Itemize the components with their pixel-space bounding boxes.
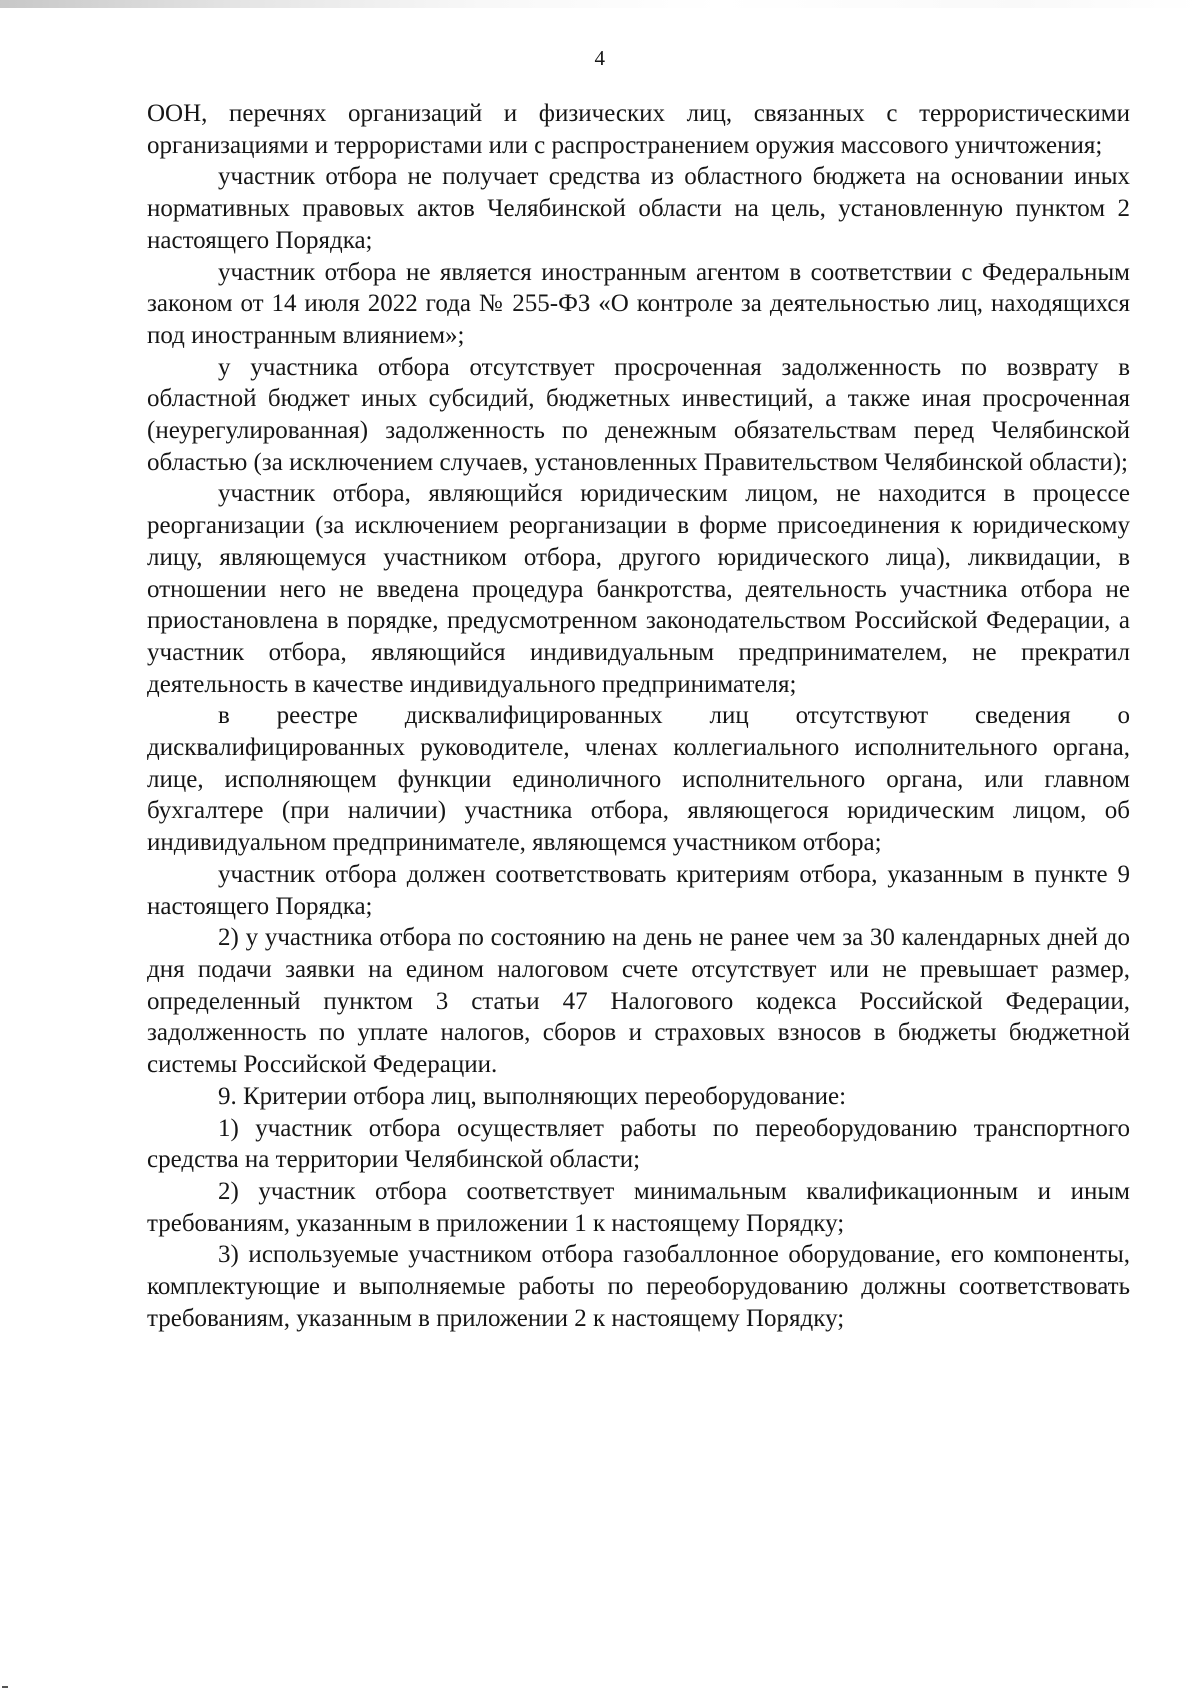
paragraph-disqualified-registry: в реестре дисквалифицированных лиц отсутствуют сведения о дисквалифицированных руководителе, членах коллегиального исполнительного органа, лице, исполняющем функции единоличного исполнительного органа, или главном бухгалтере (при наличии) участника отбора, являющегося юридическим лицом, об индивидуальном предпринимателе, являющемся участником отбора;: [147, 702, 1130, 857]
paragraph-not-foreign-agent: участник отбора не является иностранным агентом в соответствии с Федеральным законом от 14 июля 2022 года № 255-ФЗ «О контроле за деятельностью лиц, находящихся под иностранным влиянием»;: [147, 258, 1130, 349]
page-number: 4: [594, 46, 606, 70]
paragraph-no-other-budget-funds: участник отбора не получает средства из областного бюджета на основании иных нормативных правовых актов Челябинской области на цель, установленную пунктом 2 настоящего Порядка;: [147, 163, 1130, 254]
paragraph-section-9-heading: 9. Критерии отбора лиц, выполняющих переоборудование:: [218, 1082, 847, 1110]
scan-margin-mark: [2, 1686, 8, 1688]
paragraph-criterion-3: 3) используемые участником отбора газобаллонное оборудование, его компоненты, комплектующие и выполняемые работы по переоборудованию должны соответствовать требованиям, указанным в приложении 2 к настоящему Порядку;: [147, 1241, 1130, 1332]
paragraph-criterion-2: 2) участник отбора соответствует минимальным квалификационным и иным требованиям, указанным в приложении 1 к настоящему Порядку;: [147, 1177, 1130, 1237]
scan-edge-artifact: [0, 0, 1200, 8]
paragraph-no-reorganization: участник отбора, являющийся юридическим лицом, не находится в процессе реорганизации (за исключением реорганизации в форме присоединения к юридическому лицу, являющемуся участником отбора, другого юридического лица), ликвидации, в отношении него не введена процедура банкротства, деятельность участника отбора не приостановлена в порядке, предусмотренном законодательством Российской Федерации, а участник отбора, являющийся индивидуальным предпринимателем, не прекратил деятельность в качестве индивидуального предпринимателя;: [147, 480, 1130, 698]
paragraph-no-overdue-debt: у участника отбора отсутствует просроченная задолженность по возврату в областной бюджет иных субсидий, бюджетных инвестиций, а также иная просроченная (неурегулированная) задолженность по денежным обязательствам перед Челябинской областью (за исключением случаев, установленных Правительством Челябинской области);: [147, 353, 1130, 476]
paragraph-continuation: ООН, перечнях организаций и физических лиц, связанных с террористическими организациями и террористами или с распространением оружия массового уничтожения;: [147, 100, 1130, 159]
paragraph-criterion-1: 1) участник отбора осуществляет работы по переоборудованию транспортного средства на территории Челябинской области;: [147, 1114, 1130, 1174]
paragraph-tax-debt: 2) у участника отбора по состоянию на день не ранее чем за 30 календарных дней до дня подачи заявки на едином налоговом счете отсутствует или не превышает размер, определенный пунктом 3 статьи 47 Налогового кодекса Российской Федерации, задолженность по уплате налогов, сборов и страховых взносов в бюджеты бюджетной системы Российской Федерации.: [147, 924, 1130, 1079]
paragraph-criteria-reference: участник отбора должен соответствовать критериям отбора, указанным в пункте 9 настоящего Порядка;: [147, 860, 1130, 920]
document-body: [147, 98, 1130, 1334]
